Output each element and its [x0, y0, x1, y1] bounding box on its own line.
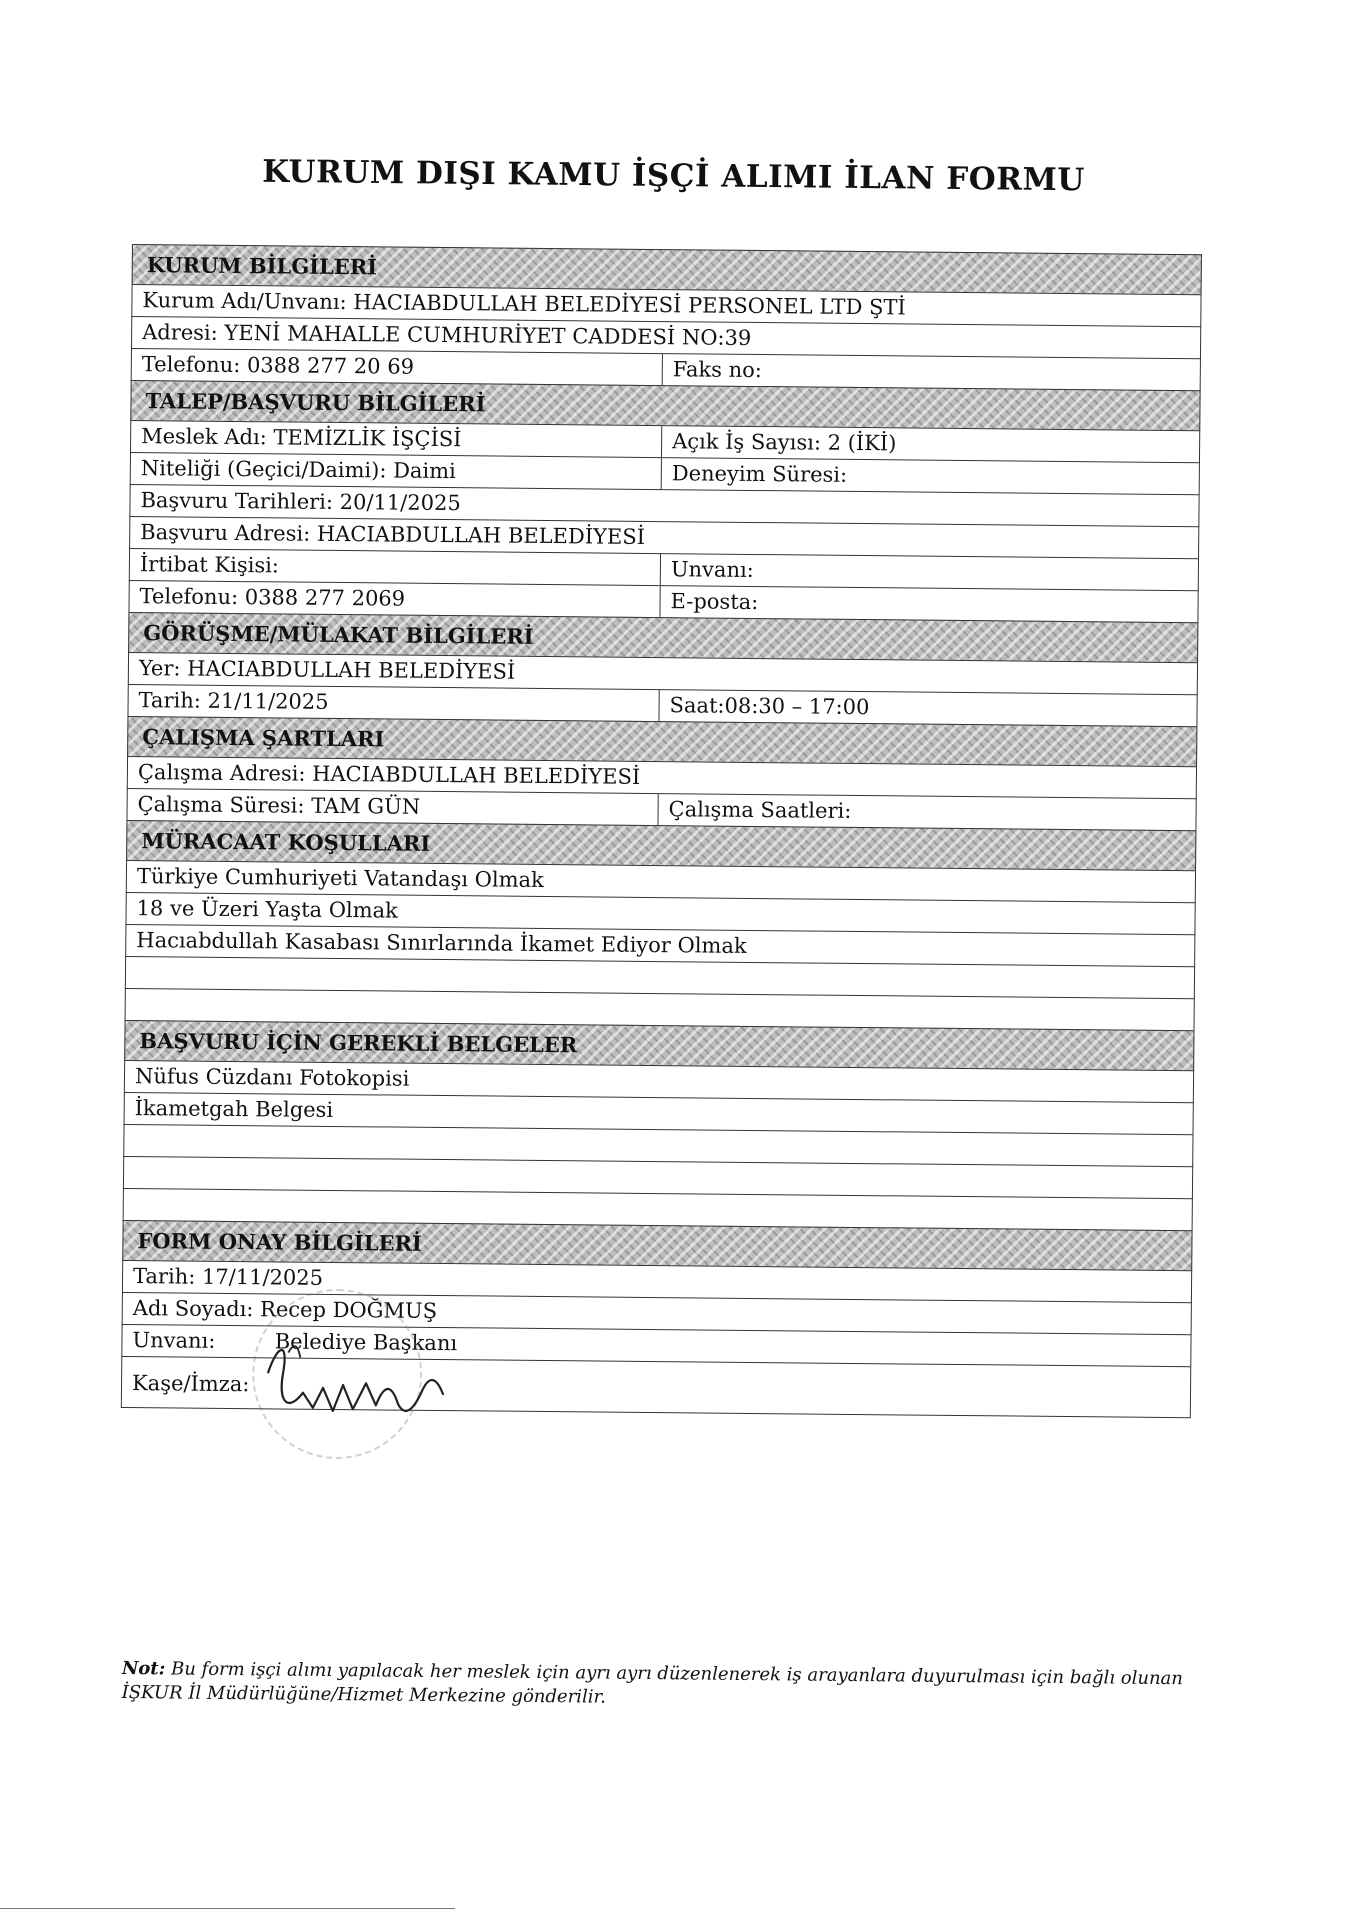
irtibat-kisisi: İrtibat Kişisi: — [130, 549, 661, 585]
niteligi: Niteliği (Geçici/Daimi): Daimi — [131, 453, 662, 489]
gorusme-tarih: Tarih: 21/11/2025 — [128, 685, 659, 721]
basvuru-tarihleri: Başvuru Tarihleri: 20/11/2025 — [140, 488, 461, 516]
kurum-telefonu: Telefonu: 0388 277 20 69 — [132, 349, 663, 385]
irtibat-telefonu: Telefonu: 0388 277 2069 — [129, 581, 660, 617]
gorusme-yer: Yer: HACIABDULLAH BELEDİYESİ — [138, 656, 516, 684]
deneyim-suresi: Deneyim Süresi: — [671, 461, 848, 487]
job-posting-form — [121, 244, 1202, 1418]
kurum-adi: Kurum Adı/Unvanı: HACIABDULLAH BELEDİYESİ PERSONEL LTD ŞTİ — [142, 288, 906, 320]
basvuru-adresi: Başvuru Adresi: HACIABDULLAH BELEDİYESİ — [140, 520, 646, 549]
muracaat-item-text: 18 ve Üzeri Yaşta Olmak — [136, 896, 398, 923]
acik-is-sayisi: Açık İş Sayısı: 2 (İKİ) — [672, 429, 897, 456]
footer-note — [122, 1657, 1222, 1716]
onay-unvani-value: Belediye Başkanı — [274, 1329, 458, 1356]
irtibat-unvani: Unvanı: — [670, 557, 754, 582]
section-gorusme-header: GÖRÜŞME/MÜLAKAT BİLGİLERİ — [128, 612, 1198, 662]
calisma-adresi: Çalışma Adresi: HACIABDULLAH BELEDİYESİ — [137, 760, 641, 789]
kurum-faks: Faks no: — [672, 357, 763, 383]
section-belgeler-header: BAŞVURU İÇİN GEREKLİ BELGELER — [124, 1020, 1194, 1070]
form-title: KURUM DIŞI KAMU İŞÇİ ALIMI İLAN FORMU — [262, 153, 1085, 199]
gorusme-saat: Saat:08:30 – 17:00 — [669, 693, 870, 720]
calisma-saatleri: Çalışma Saatleri: — [668, 797, 852, 823]
kase-imza-label: Kaşe/İmza: — [131, 1371, 250, 1397]
irtibat-eposta: E-posta: — [670, 589, 759, 615]
muracaat-item-text: Hacıabdullah Kasabası Sınırlarında İkamet Ediyor Olmak — [136, 928, 747, 958]
calisma-suresi: Çalışma Süresi: TAM GÜN — [127, 789, 658, 825]
section-calisma-header: ÇALIŞMA ŞARTLARI — [127, 716, 1197, 766]
bottom-rule — [0, 1908, 455, 1909]
onay-tarih: Tarih: 17/11/2025 — [132, 1264, 324, 1290]
note-label: Not: — [121, 1658, 166, 1680]
section-muracaat-header: MÜRACAAT KOŞULLARI — [126, 820, 1196, 870]
note-text: Bu form işçi alımı yapılacak her meslek için ayrı ayrı düzenlenerek iş arayanlara duyurulması için bağlı olunan İŞKUR İl Müdürlüğüne/Hizmet Merkezine gönderilir. — [121, 1658, 1184, 1708]
belge-item-text: Nüfus Cüzdanı Fotokopisi — [134, 1064, 410, 1091]
onay-unvani-label: Unvanı: — [132, 1328, 216, 1353]
belge-item-text: İkametgah Belgesi — [134, 1096, 334, 1122]
row-kase-imza — [121, 1356, 1191, 1418]
section-kurum-header: KURUM BİLGİLERİ — [132, 244, 1202, 294]
muracaat-item-text: Türkiye Cumhuriyeti Vatandaşı Olmak — [136, 864, 544, 892]
section-talep-header: TALEP/BAŞVURU BİLGİLERİ — [130, 380, 1200, 430]
onay-adi-soyadi: Adı Soyadı: Recep DOĞMUŞ — [132, 1296, 438, 1323]
signature-image — [258, 1332, 459, 1434]
meslek-adi: Meslek Adı: TEMİZLİK İŞÇİSİ — [131, 421, 662, 457]
section-onay-header: FORM ONAY BİLGİLERİ — [122, 1220, 1192, 1270]
kurum-adresi: Adresi: YENİ MAHALLE CUMHURİYET CADDESİ NO:39 — [142, 320, 752, 350]
